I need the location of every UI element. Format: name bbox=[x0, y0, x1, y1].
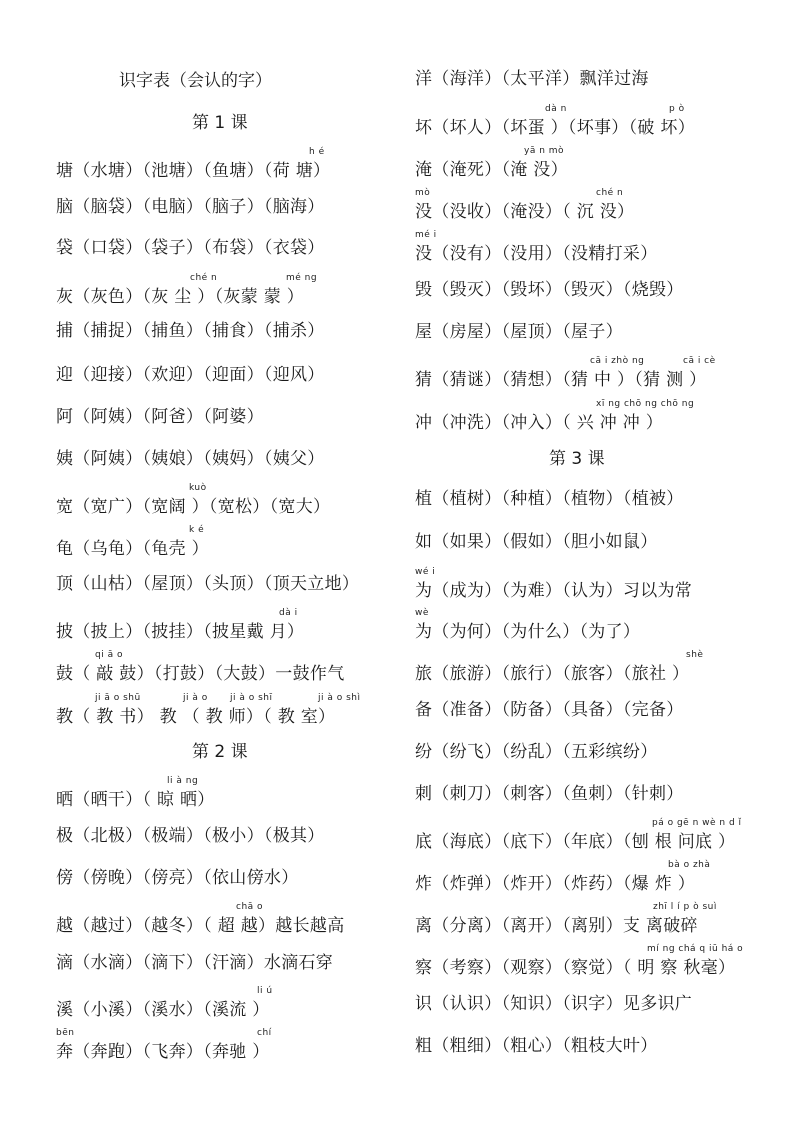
entry-hui bbox=[56, 273, 318, 307]
entry-wei4 bbox=[415, 608, 641, 642]
pinyin-ke: k é bbox=[189, 525, 205, 535]
pinyin-jiaoshi2: ji à o shì bbox=[318, 693, 361, 703]
entry-cai bbox=[415, 356, 716, 390]
entry-text: 晒（晒干）（ 晾 晒） bbox=[56, 790, 215, 810]
entry-yi bbox=[56, 449, 325, 469]
pinyin-dan: dà n bbox=[545, 104, 567, 114]
pinyin-wei4: wè bbox=[415, 608, 429, 618]
entry-ben bbox=[56, 1028, 272, 1062]
pinyin-baozha: bà o zhà bbox=[668, 860, 711, 870]
entry-text: 捕（捕捉）（捕鱼）（捕食）（捕杀） bbox=[56, 321, 325, 341]
entry-di bbox=[56, 953, 333, 973]
pinyin-mei: mé i bbox=[415, 230, 437, 240]
entry-text: 教（ 教 书） 教 （ 教 师）（ 教 室） bbox=[56, 707, 336, 727]
entry-text: 植（植树）（种植）（植物）（植被） bbox=[415, 489, 684, 509]
entry-wei2 bbox=[415, 567, 693, 601]
entry-dai bbox=[56, 238, 325, 258]
entry-shai bbox=[56, 776, 215, 810]
pinyin-mo: mò bbox=[415, 188, 431, 198]
entry-text: 越（越过）（越冬）（ 超 越）越长越高 bbox=[56, 916, 345, 936]
entry-text: 龟（乌龟）（龟壳 ） bbox=[56, 539, 209, 559]
entry-ji bbox=[56, 826, 325, 846]
entry-pi bbox=[56, 608, 305, 642]
pinyin-wei2: wé i bbox=[415, 567, 436, 577]
entry-text: 极（北极）（极端）（极小）（极其） bbox=[56, 826, 325, 846]
entry-text: 粗（粗细）（粗心）（粗枝大叶） bbox=[415, 1036, 658, 1056]
entry-lv bbox=[415, 650, 704, 684]
entry-text: 没（没有）（没用）（没精打采） bbox=[415, 244, 658, 264]
pinyin-xingchong: xī ng chō ng chō ng bbox=[596, 399, 695, 409]
entry-ding bbox=[56, 574, 359, 594]
entry-text: 猜（猜谜）（猜想）（猜 中 ）（猜 测 ） bbox=[415, 370, 707, 390]
pinyin-mingcha: mí ng chá q iū há o bbox=[647, 944, 744, 954]
pinyin-caice: cā i cè bbox=[683, 356, 716, 366]
pinyin-he: h é bbox=[309, 147, 325, 157]
entry-text: 没（没收）（淹没）（ 沉 没） bbox=[415, 202, 635, 222]
entry-zhi bbox=[415, 489, 684, 509]
entry-xi bbox=[56, 986, 273, 1020]
entry-text: 阿（阿姨）（阿爸）（阿婆） bbox=[56, 407, 264, 427]
pinyin-meng: mé ng bbox=[286, 273, 318, 283]
page-title: 识字表（会认的字） bbox=[119, 71, 272, 91]
entry-text: 迎（迎接）（欢迎）（迎面）（迎风） bbox=[56, 365, 325, 385]
entry-gui bbox=[56, 525, 209, 559]
entry-gu bbox=[56, 650, 345, 684]
entry-zha bbox=[415, 860, 711, 894]
entry-jiao bbox=[56, 693, 361, 727]
entry-text: 备（准备）（防备）（具备）（完备） bbox=[415, 700, 684, 720]
entry-text: 灰（灰色）（灰 尘 ）（灰蒙 蒙 ） bbox=[56, 287, 305, 307]
pinyin-jiao: ji à o bbox=[183, 693, 208, 703]
entry-text: 袋（口袋）（袋子）（布袋）（衣袋） bbox=[56, 238, 325, 258]
entry-text: 察（考察）（观察）（察觉）（ 明 察 秋毫） bbox=[415, 958, 736, 978]
entry-text: 屋（房屋）（屋顶）（屋子） bbox=[415, 322, 623, 342]
entry-text: 为（成为）（为难）（认为）习以为常 bbox=[415, 581, 693, 601]
entry-text: 塘（水塘）（池塘）（鱼塘）（荷 塘） bbox=[56, 161, 331, 181]
entry-text: 冲（冲洗）（冲入）（ 兴 冲 冲 ） bbox=[415, 413, 664, 433]
entry-text: 洋（海洋）（太平洋）飘洋过海 bbox=[415, 69, 649, 89]
entry-text: 毁（毁灭）（毁坏）（毁灭）（烧毁） bbox=[415, 280, 684, 300]
entry-kuan bbox=[56, 483, 331, 517]
entry-chong bbox=[415, 399, 695, 433]
entry-yang bbox=[415, 69, 649, 89]
entry-text: 如（如果）（假如）（胆小如鼠） bbox=[415, 532, 658, 552]
entry-yan bbox=[415, 146, 568, 180]
entry-text: 鼓（ 敲 鼓）（打鼓）（大鼓）一鼓作气 bbox=[56, 664, 345, 684]
entry-bu bbox=[56, 321, 325, 341]
lesson-2-heading: 第 2 课 bbox=[192, 742, 248, 762]
entry-tang bbox=[56, 147, 331, 181]
entry-text: 识（认识）（知识）（识字）见多识广 bbox=[415, 994, 693, 1014]
pinyin-liang: li à ng bbox=[167, 776, 199, 786]
entry-text: 溪（小溪）（溪水）（溪流 ） bbox=[56, 1000, 270, 1020]
pinyin-chen-2: ché n bbox=[596, 188, 624, 198]
entry-text: 披（披上）（披挂）（披星戴 月） bbox=[56, 622, 305, 642]
entry-di-2 bbox=[415, 818, 742, 852]
pinyin-she: shè bbox=[686, 650, 704, 660]
entry-text: 为（为何）（为什么）（为了） bbox=[415, 622, 641, 642]
pinyin-liu: li ú bbox=[257, 986, 273, 996]
entry-nao bbox=[56, 197, 325, 217]
entry-text: 底（海底）（底下）（年底）（刨 根 问底 ） bbox=[415, 832, 736, 852]
pinyin-yanmo: yā n mò bbox=[524, 146, 565, 156]
pinyin-chao: chā o bbox=[236, 902, 264, 912]
pinyin-jiaoshi: ji à o shī bbox=[230, 693, 273, 703]
entry-cha bbox=[415, 944, 744, 978]
entry-fen bbox=[415, 742, 658, 762]
entry-ying bbox=[56, 365, 325, 385]
entry-text: 淹（淹死）（淹 没） bbox=[415, 160, 568, 180]
entry-yue bbox=[56, 902, 345, 936]
entry-text: 旅（旅游）（旅行）（旅客）（旅社 ） bbox=[415, 664, 690, 684]
entry-ru bbox=[415, 532, 658, 552]
entry-cu bbox=[415, 1036, 658, 1056]
entry-li bbox=[415, 902, 717, 936]
entry-huai bbox=[415, 104, 696, 138]
entry-text: 离（分离）（离开）（离别）支 离破碎 bbox=[415, 916, 698, 936]
pinyin-po: p ò bbox=[669, 104, 685, 114]
entry-text: 纷（纷飞）（纷乱）（五彩缤纷） bbox=[415, 742, 658, 762]
entry-text: 顶（山枯）（屋顶）（头顶）（顶天立地） bbox=[56, 574, 360, 594]
entry-text: 傍（傍晚）（傍亮）（依山傍水） bbox=[56, 868, 299, 888]
entry-text: 滴（水滴）（滴下）（汗滴）水滴石穿 bbox=[56, 953, 334, 973]
lesson-1-heading: 第 1 课 bbox=[192, 113, 248, 133]
entry-wu bbox=[415, 322, 623, 342]
entry-text: 坏（坏人）（坏蛋 ）（坏事）（破 坏） bbox=[415, 118, 696, 138]
entry-shi bbox=[415, 994, 692, 1014]
pinyin-chi: chí bbox=[257, 1028, 272, 1038]
pinyin-caizhong: cā i zhò ng bbox=[590, 356, 645, 366]
pinyin-kuo: kuò bbox=[189, 483, 207, 493]
pinyin-chen: ché n bbox=[190, 273, 218, 283]
entry-text: 炸（炸弹）（炸开）（炸药）（爆 炸 ） bbox=[415, 874, 696, 894]
entry-mo bbox=[415, 188, 635, 222]
entry-hui-2 bbox=[415, 280, 684, 300]
entry-text: 脑（脑袋）（电脑）（脑子）（脑海） bbox=[56, 197, 325, 217]
entry-bei bbox=[415, 700, 684, 720]
entry-mei bbox=[415, 230, 658, 264]
entry-text: 奔（奔跑）（飞奔）（奔驰 ） bbox=[56, 1042, 270, 1062]
entry-text: 宽（宽广）（宽阔 ）（宽松）（宽大） bbox=[56, 497, 331, 517]
pinyin-jiaoshu: ji ā o shū bbox=[95, 693, 141, 703]
pinyin-ben: bēn bbox=[56, 1028, 75, 1038]
pinyin-dai: dà i bbox=[279, 608, 298, 618]
entry-ci bbox=[415, 784, 684, 804]
pinyin-qiao: qi ā o bbox=[95, 650, 123, 660]
entry-a bbox=[56, 407, 264, 427]
entry-text: 姨（阿姨）（姨娘）（姨妈）（姨父） bbox=[56, 449, 325, 469]
pinyin-paogen: pá o gē n wè n d ǐ bbox=[652, 818, 742, 828]
entry-bang bbox=[56, 868, 299, 888]
pinyin-zhili: zhī l í p ò suì bbox=[653, 902, 717, 912]
lesson-3-heading: 第 3 课 bbox=[549, 449, 605, 469]
entry-text: 刺（刺刀）（刺客）（鱼刺）（针刺） bbox=[415, 784, 684, 804]
